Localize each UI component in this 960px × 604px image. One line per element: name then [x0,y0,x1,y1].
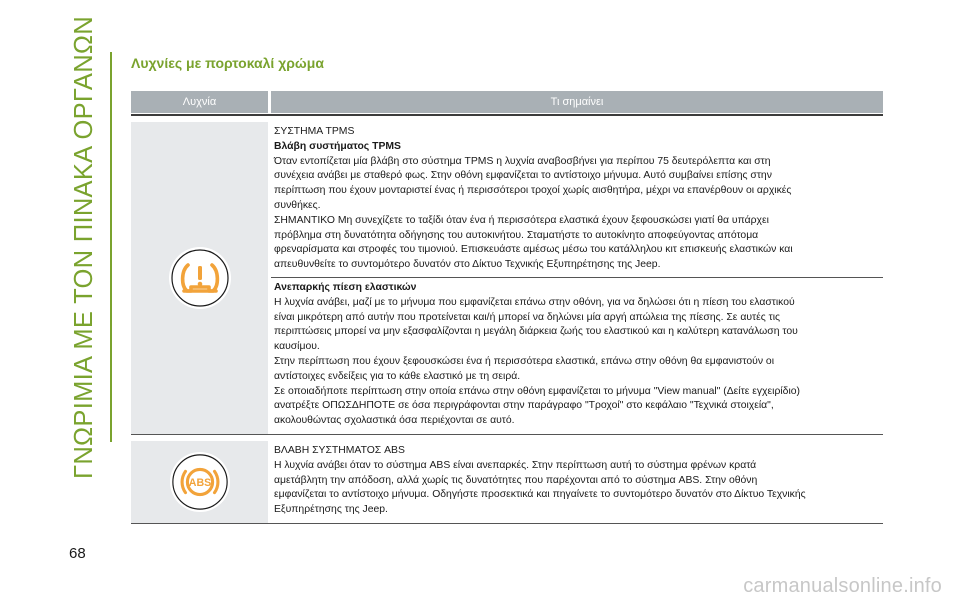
entry-line: ανατρέξτε ΟΠΩΣΔΗΠΟΤΕ σε όσα περιγράφονται στην παράγραφο "Τροχοί" στο κεφάλαιο "Τεχνικά στοιχεία", [274,400,774,412]
abs-failure-entry [271,441,883,523]
side-chapter-title-text: ΓΝΩΡΙΜΙΑ ΜΕ ΤΟΝ ΠΙΝΑΚΑ ΟΡΓΑΝΩΝ [70,15,99,479]
meaning-cell [271,441,883,523]
table-header [131,91,883,113]
warning-lights-table [131,91,883,524]
entry-line: ΒΛΑΒΗ ΣΥΣΤΗΜΑΤΟΣ ABS [274,444,405,456]
icon-cell [131,122,268,434]
entry-line: ΣΥΣΤΗΜΑ TPMS [274,126,355,137]
entry-line: Η λυχνία ανάβει όταν το σύστημα ABS είναι ανεπαρκές. Στην περίπτωση αυτή το σύστημα φρένων κρατά [274,459,757,471]
entry-line: Εξυπηρέτησης της Jeep. [274,504,388,516]
entry-line: ΣΗΜΑΝΤΙΚΟ Μη συνεχίζετε το ταξίδι όταν ένα ή περισσότερα ελαστικά έχουν ξεφουσκώσει γιατί θα υπάρχει [274,214,769,226]
entry-line: πρόβλημα στη δυνατότητα οδήγησης του αυτοκινήτου. Σταματήστε το αυτοκίνητο αποφεύγοντας απότομα [274,229,759,241]
icon-cell [131,441,268,523]
watermark: carmanualsonline.info [743,575,942,597]
abs-icon-label: ABS [188,476,211,489]
entry-line: Η λυχνία ανάβει, μαζί με το μήνυμα που εμφανίζεται επάνω στην οθόνη, για να δηλώσει ότι η πίεση του ελαστικού [274,296,795,308]
header-rule [131,114,883,116]
entry-line: αμετάβλητη την απόδοση, αλλά χωρίς τις δυνατότητες που παρέχονται από το σύστημα ABS. Στην οθόνη [274,474,758,486]
low-tire-pressure-entry [271,278,883,434]
entry-line: απευθυνθείτε το συντομότερο δυνατόν στο Δίκτυο Τεχνικής Εξυπηρέτησης της Jeep. [274,259,661,271]
tpms-failure-entry [271,122,883,277]
entry-line: συνθήκες. [274,199,321,211]
entry-heading: Βλάβη συστήματος TPMS [274,140,401,152]
meaning-cell [271,122,883,434]
row-divider [131,434,883,435]
abs-warning-icon [169,451,231,513]
entry-line: φρεναρίσματα και στροφές του τιμονιού. Επισκευάστε αμέσως μέσω του κατάλληλου κιτ επισκευής ελαστικών και [274,244,793,256]
entry-line: αντίστοιχες ενδείξεις για το κάθε ελαστικό με τη σειρά. [274,370,521,382]
entry-line: Σε οποιαδήποτε περίπτωση στην οποία επάνω στην οθόνη εμφανίζεται το μήνυμα "View manual" (Δείτε εγχειρίδιο) [274,385,800,397]
tire-pressure-warning-icon [168,246,232,310]
entry-heading: Ανεπαρκής πίεση ελαστικών [274,281,417,293]
entry-line: Στην περίπτωση που έχουν ξεφουσκώσει ένα ή περισσότερα ελαστικά, επάνω στην οθόνη θα εμφανιστούν οι [274,355,774,367]
entry-line: περιπτώσεις μπορεί να μην εξασφαλίζονται η μεγάλη διάρκεια ζωής του ελαστικού και η καλύτερη κατανάλωση του [274,326,798,338]
page-number: 68 [69,545,86,562]
entry-line: περίπτωση που έχουν μονταριστεί ένας ή περισσότεροι τροχοί χωρίς αισθητήρα, μέχρι να επανέρθουν οι αρχικές [274,185,792,197]
table-row [131,122,883,434]
entry-line: συνέχεια ανάβει με σταθερό φως. Στην οθόνη εμφανίζεται το αντίστοιχο μήνυμα. Αυτό συμβαίνει επίσης στην [274,170,772,182]
header-lamp: Λυχνία [131,91,268,113]
side-chapter-title [60,15,110,479]
entry-line: ακολουθώντας σχολαστικά όσα περιέχονται σε αυτό. [274,415,515,427]
section-title: Λυχνίες με πορτοκαλί χρώμα [131,55,324,71]
entry-line: καυσίμου. [274,341,320,353]
entry-line: εμφανίζεται το αντίστοιχο μήνυμα. Οδηγήστε προσεκτικά και πηγαίνετε το συντομότερο δυνατόν στο Δίκτυο Τεχνικής [274,489,806,501]
header-meaning: Τι σημαίνει [271,91,883,113]
entry-line: Όταν εντοπίζεται μία βλάβη στο σύστημα TPMS η λυχνία αναβοσβήνει για περίπου 75 δευτερόλεπτα και στη [274,155,771,167]
table-row [131,441,883,523]
entry-line: είναι μικρότερη από αυτήν που προτείνεται και/ή μπορεί να δηλώνει μία αργή απώλεια της πίεσης. Σε αυτές τις [274,311,781,323]
side-divider-line [110,52,112,442]
row-divider [131,523,883,524]
